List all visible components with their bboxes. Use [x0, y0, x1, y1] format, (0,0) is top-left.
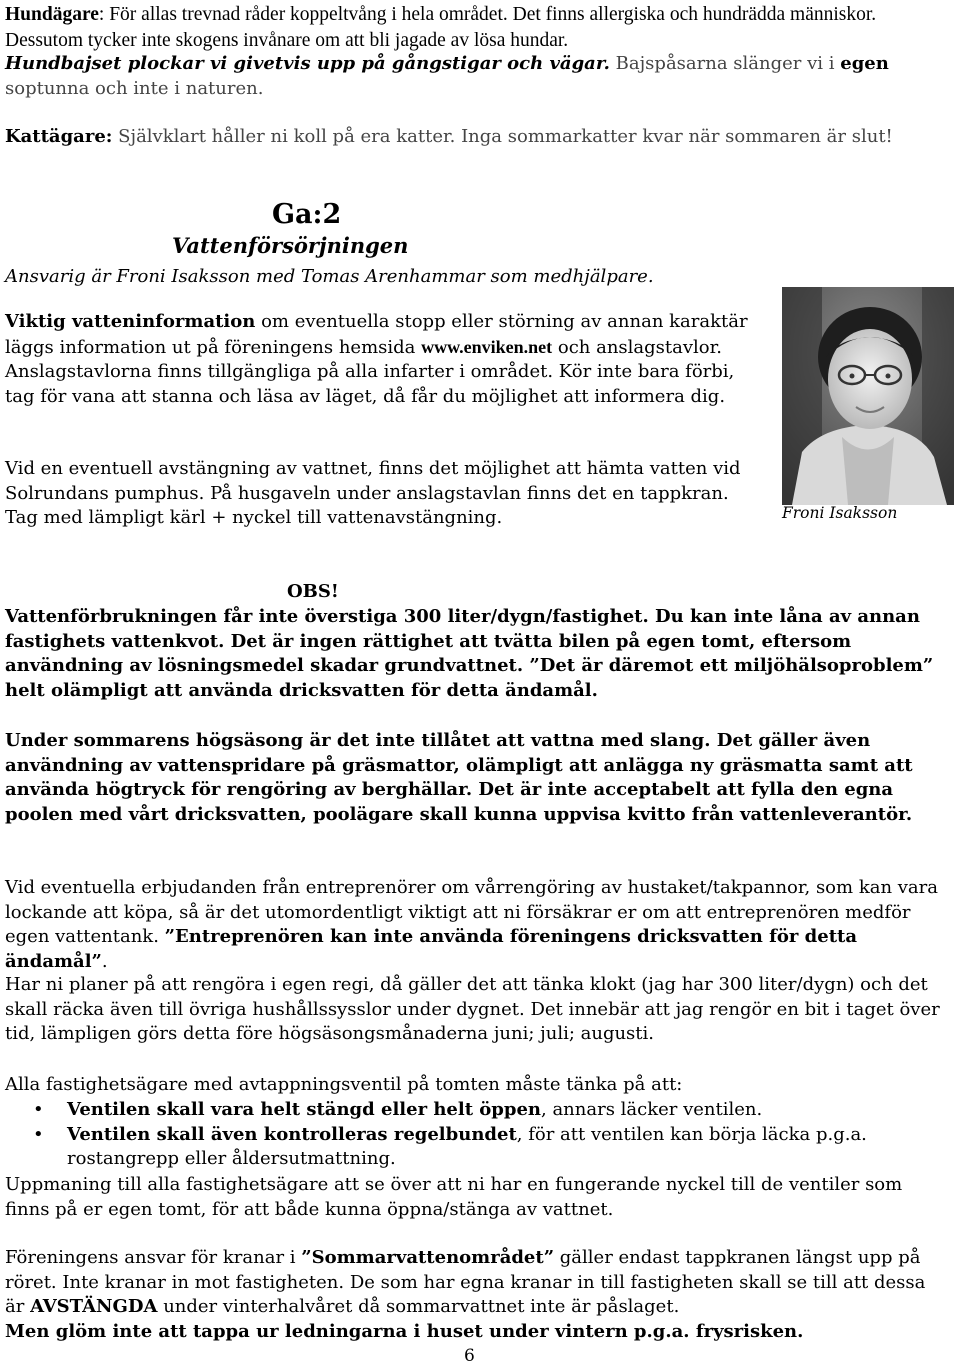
- obs-paragraph: Vattenförbrukningen får inte överstiga 300 liter/dygn/fastighet. Du kan inte låna av annan fastighets vattenkvot. Det är ingen rättighet att tvätta bilen på egen tomt, eftersom användning av lösningsmedel skadar grundvattnet. ”Det är däremot ett miljöhälsoproblem” helt olämpligt att använda dricksvatten för detta ändamål.: [5, 606, 934, 701]
- dog-waste-own: egen: [840, 53, 889, 74]
- dog-owners-label: Hundägare: [5, 4, 99, 25]
- taps-bold-b: AVSTÄNGDA: [30, 1296, 158, 1317]
- taps-block: [5, 1246, 950, 1344]
- frost-warning: Men glöm inte att tappa ur ledningarna i huset under vintern p.g.a. frysrisken.: [5, 1320, 804, 1342]
- water-info-text-a: om eventuella stopp eller störning av annan karaktär läggs information ut på föreningens hemsida: [5, 311, 748, 358]
- valve-item-bold: Ventilen skall även kontrolleras regelbundet: [67, 1123, 517, 1145]
- section-subheading: Vattenförsörjningen: [172, 233, 409, 258]
- valve-intro: Alla fastighetsägare med avtappningsventil på tomten måste tänka på att:: [5, 1074, 683, 1095]
- dog-waste-lead: Hundbajset plockar vi givetvis upp på gångstigar och vägar.: [5, 53, 610, 74]
- cat-owners-text: Självklart håller ni koll på era katter. Inga sommarkatter kvar när sommaren är slut!: [112, 126, 893, 147]
- section-heading: Ga:2: [272, 199, 342, 230]
- cat-owners-label: Kattägare:: [5, 126, 113, 147]
- valve-note: Uppmaning till alla fastighetsägare att se över att ni har en fungerande nyckel till de ventiler som finns på er egen tomt, för att både kunna öppna/stänga av vattnet.: [5, 1174, 903, 1220]
- valve-item-text: , annars läcker ventilen.: [541, 1099, 763, 1120]
- roof-cleaning-bold: ”Entreprenören kan inte använda föreningens dricksvatten för detta ändamål”: [5, 926, 857, 972]
- photo-caption: Froni Isaksson: [782, 504, 898, 522]
- taps-bold-a: ”Sommarvattenområdet”: [301, 1247, 555, 1268]
- water-info-lead: Viktig vatteninformation: [5, 311, 256, 332]
- dog-waste-text-b: soptunna och inte i naturen.: [5, 77, 264, 99]
- bullet-icon: •: [33, 1123, 44, 1145]
- roof-cleaning-paragraph: [5, 876, 950, 974]
- dog-waste-text-a: Bajspåsarna slänger vi i: [609, 53, 841, 74]
- taps-paragraph: [5, 1246, 950, 1320]
- obs-title: OBS!: [287, 581, 339, 602]
- taps-text-a: Föreningens ansvar för kranar i: [5, 1247, 302, 1268]
- portrait-illustration: [782, 287, 954, 505]
- roof-cleaning-end: .: [101, 950, 108, 972]
- bullet-icon: •: [33, 1099, 44, 1120]
- water-info-text-b: och anslagstavlor. Anslagstavlorna finns tillgängliga på alla infarter i området. Kör inte bara förbi, tag för vana att stanna och läsa av läget, då får du möjlighet att informera dig.: [5, 336, 735, 407]
- pumphouse-paragraph: Vid en eventuell avstängning av vattnet, finns det möjlighet att hämta vatten vid Solrundans pumphus. På husgaveln under anslagstavlan finns det en tappkran. Tag med lämpligt kärl + nyckel till vattenavstängning.: [5, 458, 741, 528]
- dog-waste-paragraph: [5, 52, 935, 101]
- responsible-line: Ansvarig är Froni Isaksson med Tomas Arenhammar som medhjälpare.: [5, 266, 654, 287]
- valve-item-bold: Ventilen skall vara helt stängd eller helt öppen: [67, 1099, 541, 1120]
- website-link[interactable]: www.enviken.net: [421, 336, 553, 357]
- page-number: 6: [464, 1346, 475, 1366]
- taps-text-c: under vinterhalvåret då sommarvattnet inte är påslaget.: [157, 1296, 680, 1317]
- dog-owners-text: : För allas trevnad råder koppeltvång i hela området. Det finns allergiska och hundrädda människor. Dessutom tycker inte skogens invånare om att bli jagade av lösa hundar.: [5, 4, 877, 51]
- valve-item-text: , för att ventilen kan börja läcka p.g.a. rostangrepp eller åldersutmattning.: [67, 1123, 867, 1169]
- summer-rules-paragraph: Under sommarens högsäsong är det inte tillåtet att vattna med slang. Det gäller även användning av vattenspridare på gräsmattor, olämpligt att anlägga ny gräsmatta samt att använda högtryck för rengöring av berghällar. Det är inte acceptabelt att fylla den egna poolen med vårt dricksvatten, poolägare skall kunna uppvisa kvitto från vattenleverantör.: [5, 730, 913, 825]
- cat-owners-paragraph: [5, 125, 945, 150]
- list-item: [5, 1123, 950, 1172]
- dog-owners-paragraph: [5, 2, 935, 54]
- valve-list: [5, 1098, 950, 1172]
- own-cleaning-paragraph: Har ni planer på att rengöra i egen regi, då gäller det att tänka klokt (jag har 300 liter/dygn) och det skall räcka även till övriga hushållssysslor under dygnet. Det innebär att jag rengör en bit i taget över tid, lämpligen görs detta före högsäsongsmånaderna juni; juli; augusti.: [5, 974, 940, 1044]
- roof-cleaning-text: Vid eventuella erbjudanden från entreprenörer om vårrengöring av hustaket/takpannor, som kan vara lockande att köpa, så är det utomordentligt viktigt att ni försäkrar er om att entreprenören medför egen vattentank.: [5, 877, 939, 947]
- taps-text-b: gäller endast tappkranen längst upp på röret. Inte kranar in mot fastigheten. De som har egna kranar in till fastigheten skall se till att dessa är: [5, 1247, 926, 1317]
- water-info-paragraph: [5, 310, 765, 409]
- portrait-photo: [782, 287, 954, 505]
- list-item: [5, 1098, 950, 1123]
